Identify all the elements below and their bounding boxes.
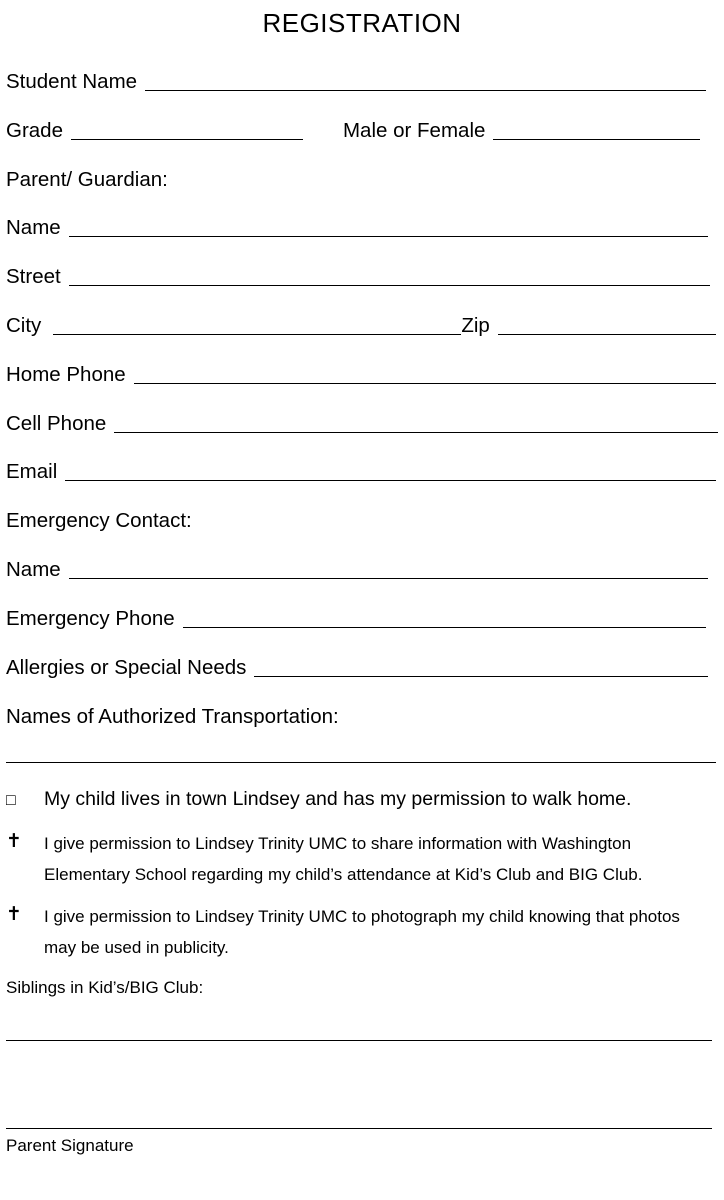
signature-label: Parent Signature	[6, 1136, 134, 1155]
emergency-phone-label: Emergency Phone	[6, 607, 175, 630]
form-title: REGISTRATION	[262, 8, 462, 38]
parent-section-label: Parent/ Guardian:	[6, 168, 168, 191]
cross-icon: ✝	[6, 904, 22, 925]
allergies-row	[6, 650, 708, 680]
share-permission-text: I give permission to Lindsey Trinity UMC to share information with Washington Elementary School regarding my child’s attendance at Kid’s Club and BIG Club.	[44, 834, 643, 884]
transport-field[interactable]	[6, 762, 716, 763]
cell-phone-row	[6, 406, 718, 436]
student-name-label: Student Name	[6, 70, 138, 93]
city-zip-row	[6, 308, 716, 338]
home-phone-label: Home Phone	[6, 363, 126, 386]
street-label: Street	[6, 265, 61, 288]
walk-home-item	[6, 784, 716, 817]
transport-label: Names of Authorized Transportation:	[6, 705, 339, 728]
cross-icon: ✝	[6, 831, 22, 852]
parent-section	[6, 162, 716, 192]
emergency-name-row	[6, 552, 708, 582]
cell-phone-label: Cell Phone	[6, 412, 107, 435]
emergency-section	[6, 503, 716, 533]
siblings-label: Siblings in Kid’s/BIG Club:	[6, 978, 204, 997]
parent-name-field[interactable]	[69, 236, 708, 237]
sex-label: Male or Female	[342, 119, 486, 142]
email-row	[6, 454, 716, 484]
sex-field[interactable]	[493, 139, 700, 140]
siblings-field[interactable]	[6, 1040, 712, 1041]
emergency-name-field[interactable]	[69, 578, 708, 579]
parent-name-row	[6, 210, 708, 240]
home-phone-row	[6, 357, 716, 387]
emergency-name-label: Name	[6, 558, 61, 581]
photo-permission-item	[6, 901, 716, 963]
photo-permission-text: I give permission to Lindsey Trinity UMC to photograph my child knowing that photos may be used in publicity.	[44, 907, 680, 957]
city-label: City	[6, 314, 42, 337]
email-field[interactable]	[65, 480, 716, 481]
walk-home-checkbox[interactable]: □	[6, 792, 16, 809]
student-name-field[interactable]	[145, 90, 706, 91]
city-field[interactable]	[53, 334, 461, 335]
student-name-row	[6, 64, 706, 94]
home-phone-field[interactable]	[134, 383, 716, 384]
parent-name-label: Name	[6, 216, 61, 239]
allergies-label: Allergies or Special Needs	[6, 656, 247, 679]
cell-phone-field[interactable]	[114, 432, 718, 433]
emergency-phone-row	[6, 601, 706, 631]
grade-sex-row	[6, 113, 700, 143]
email-label: Email	[6, 460, 58, 483]
share-permission-item	[6, 828, 716, 890]
transport-section	[6, 699, 716, 729]
walk-home-text: My child lives in town Lindsey and has my permission to walk home.	[44, 788, 632, 810]
street-row	[6, 259, 710, 289]
grade-field[interactable]	[71, 139, 303, 140]
zip-field[interactable]	[498, 334, 716, 335]
grade-label: Grade	[6, 119, 63, 142]
street-field[interactable]	[69, 285, 710, 286]
signature-field[interactable]	[6, 1128, 712, 1129]
emergency-section-label: Emergency Contact:	[6, 509, 192, 532]
emergency-phone-field[interactable]	[183, 627, 706, 628]
zip-label: Zip	[461, 314, 490, 337]
allergies-field[interactable]	[254, 676, 708, 677]
